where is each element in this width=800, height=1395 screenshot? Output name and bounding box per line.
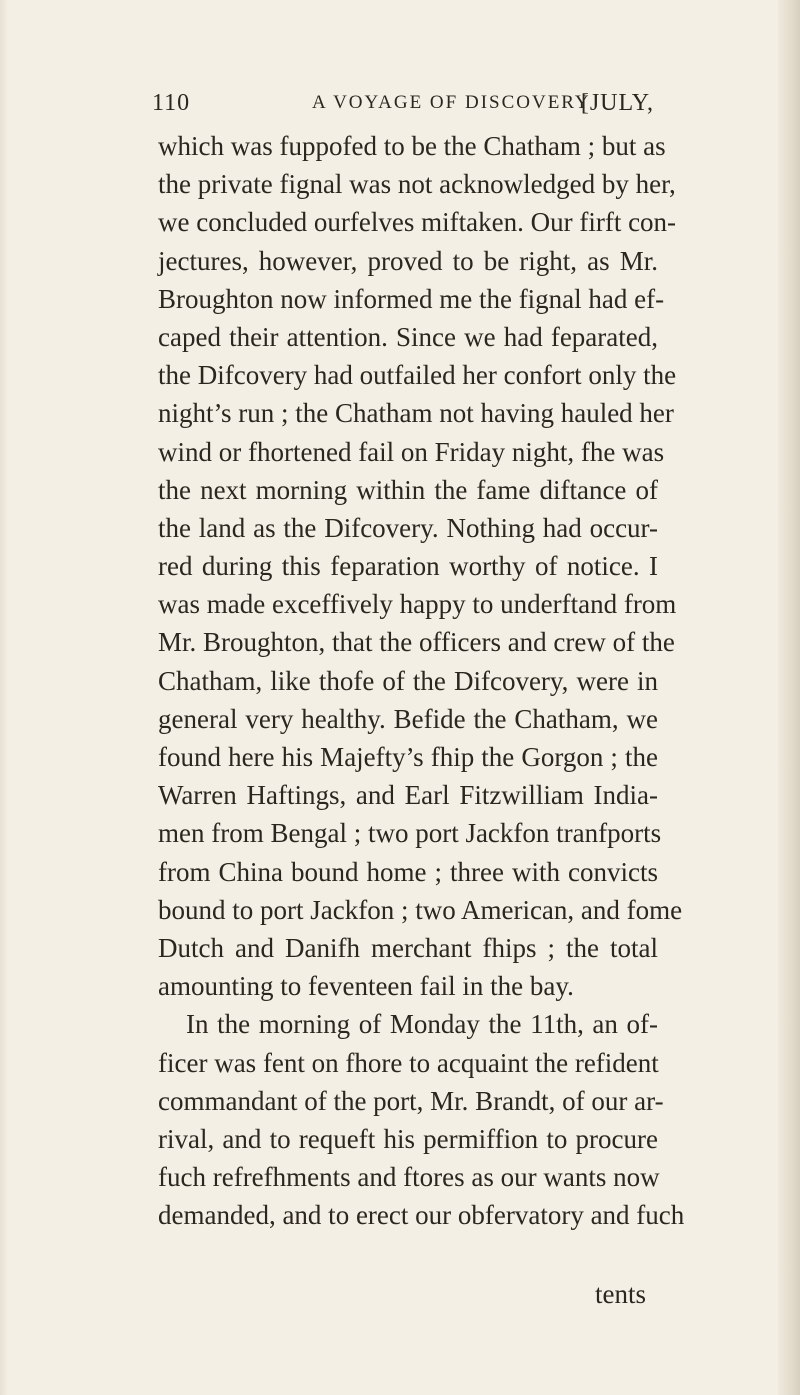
running-title: A VOYAGE OF DISCOVERY — [312, 92, 591, 113]
text-line: we concluded ourfelves miftaken. Our firft con- — [158, 207, 677, 238]
paragraph-start-line: In the morning of Monday the 11th, an of- — [186, 1009, 658, 1040]
body-text — [158, 127, 685, 1234]
text-line: the next morning within the fame diftance of — [158, 474, 658, 505]
text-line: the land as the Difcovery. Nothing had occur- — [158, 512, 658, 543]
page-right-edge — [778, 0, 800, 1395]
text-line: Broughton now informed me the fignal had ef- — [158, 283, 665, 314]
text-line: fuch refrefhments and ftores as our wants now — [158, 1162, 660, 1193]
text-line: Chatham, like thofe of the Difcovery, were in — [158, 665, 658, 696]
catchword: tents — [595, 1279, 646, 1309]
text-line: ficer was fent on fhore to acquaint the refident — [158, 1047, 659, 1078]
text-line: which was fuppofed to be the Chatham ; but as — [158, 131, 666, 161]
text-line: was made exceffively happy to underftand from — [158, 589, 677, 620]
text-line: Dutch and Danifh merchant fhips ; the total — [158, 932, 658, 963]
text-line: red during this feparation worthy of notice. I — [158, 551, 658, 582]
text-line: caped their attention. Since we had feparated, — [158, 321, 658, 352]
text-line: commandant of the port, Mr. Brandt, of our ar- — [158, 1085, 664, 1116]
text-line: demanded, and to erect our obfervatory and fuch — [158, 1200, 685, 1231]
text-line: from China bound home ; three with convicts — [158, 856, 658, 887]
text-line: jectures, however, proved to be right, as Mr. — [158, 245, 658, 276]
text-line: Mr. Broughton, that the officers and crew of the — [158, 627, 675, 658]
text-line: amounting to feventeen fail in the bay. — [158, 971, 574, 1002]
text-line: men from Bengal ; two port Jackfon tranfports — [158, 818, 662, 849]
text-line: wind or fhortened fail on Friday night, fhe was — [158, 436, 665, 467]
running-date: [JULY, — [580, 90, 654, 116]
page-number: 110 — [152, 90, 191, 116]
text-line: found here his Majefty’s fhip the Gorgon ; the — [158, 742, 658, 772]
text-line: Warren Haftings, and Earl Fitzwilliam India- — [158, 780, 658, 811]
text-line: rival, and to requeft his permiffion to procure — [158, 1123, 658, 1154]
text-line: the Difcovery had outfailed her confort only the — [158, 360, 677, 391]
text-line: bound to port Jackfon ; two American, and fome — [158, 894, 683, 925]
running-header — [152, 86, 654, 122]
text-line: general very healthy. Befide the Chatham, we — [158, 703, 658, 734]
text-line: night’s run ; the Chatham not having hauled her — [158, 398, 674, 429]
page-left-edge — [0, 0, 8, 1395]
text-line: the private fignal was not acknowledged by her, — [158, 169, 676, 200]
